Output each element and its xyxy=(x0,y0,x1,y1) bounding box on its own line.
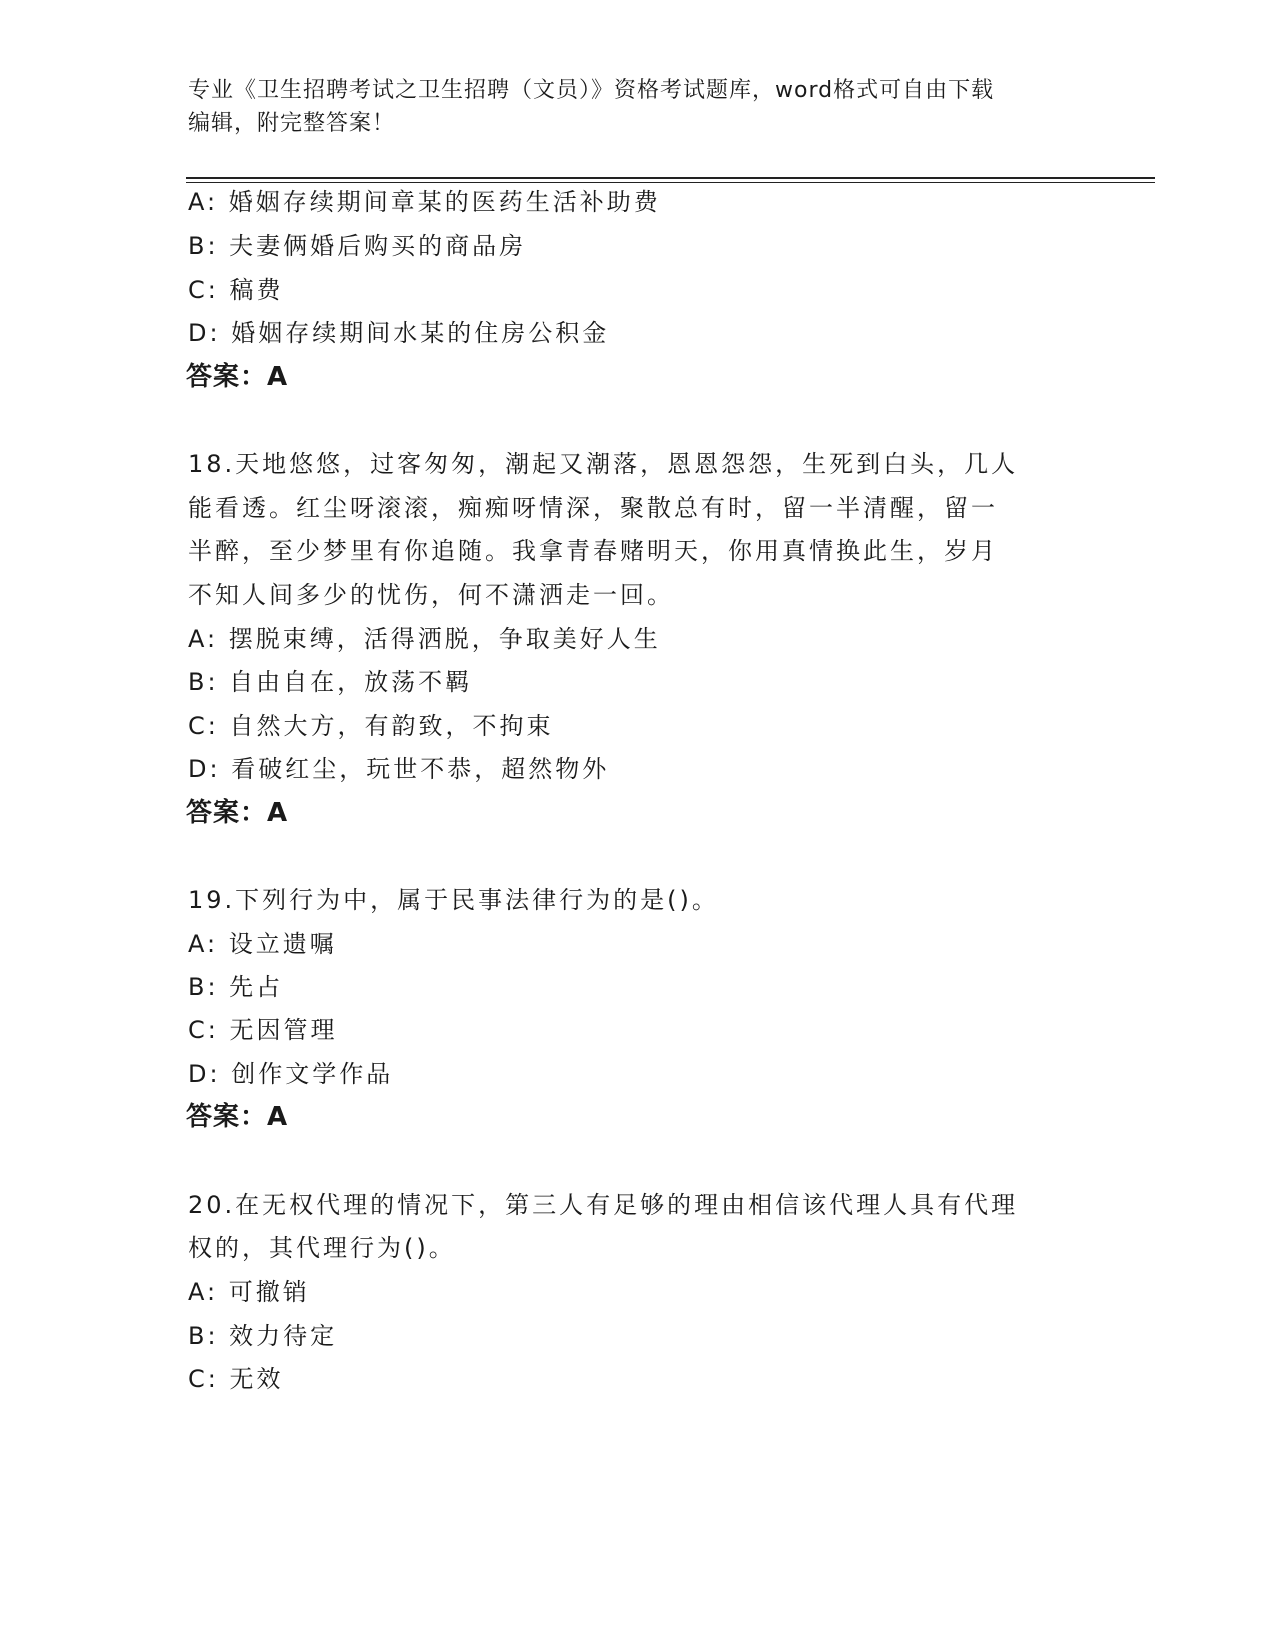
header-line-1: 专业《卫生招聘考试之卫生招聘（文员）》资格考试题库，word格式可自由下载 xyxy=(188,78,995,103)
q18-option-b: B: 自由自在，放荡不羁 xyxy=(188,668,473,696)
header-divider-thick xyxy=(186,177,1155,179)
q19-answer: 答案：A xyxy=(186,1102,289,1132)
q19-option-b: B: 先占 xyxy=(188,973,284,1001)
header-divider-thin xyxy=(186,182,1155,183)
q18-answer: 答案：A xyxy=(186,798,289,828)
q20-stem-line-1: 20.在无权代理的情况下，第三人有足够的理由相信该代理人具有代理 xyxy=(188,1191,1019,1219)
q19-option-a: A: 设立遗嘱 xyxy=(188,930,337,958)
q18-option-a: A: 摆脱束缚，活得洒脱，争取美好人生 xyxy=(188,625,661,653)
q20-option-c: C: 无效 xyxy=(188,1365,284,1393)
header-line-2: 编辑，附完整答案！ xyxy=(188,111,396,136)
q18-stem-line-1: 18.天地悠悠，过客匆匆，潮起又潮落，恩恩怨怨，生死到白头，几人 xyxy=(188,450,1019,478)
q17-option-d: D: 婚姻存续期间水某的住房公积金 xyxy=(188,319,610,347)
q19-option-d: D: 创作文学作品 xyxy=(188,1060,394,1088)
q18-stem-line-2: 能看透。红尘呀滚滚，痴痴呀情深，聚散总有时，留一半清醒，留一 xyxy=(188,494,998,522)
q20-option-b: B: 效力待定 xyxy=(188,1322,338,1350)
q17-option-c: C: 稿费 xyxy=(188,276,284,304)
q18-option-c: C: 自然大方，有韵致，不拘束 xyxy=(188,712,554,740)
q20-stem-line-2: 权的，其代理行为()。 xyxy=(188,1234,456,1262)
q17-answer: 答案：A xyxy=(186,362,289,392)
q20-option-a: A: 可撤销 xyxy=(188,1278,310,1306)
q18-stem-line-3: 半醉，至少梦里有你追随。我拿青春赌明天，你用真情换此生，岁月 xyxy=(188,537,998,565)
q19-option-c: C: 无因管理 xyxy=(188,1016,338,1044)
q17-option-b: B: 夫妻俩婚后购买的商品房 xyxy=(188,232,527,260)
q18-option-d: D: 看破红尘，玩世不恭，超然物外 xyxy=(188,755,610,783)
q19-stem-line-1: 19.下列行为中，属于民事法律行为的是()。 xyxy=(188,886,719,914)
q17-option-a: A: 婚姻存续期间章某的医药生活补助费 xyxy=(188,188,661,216)
q18-stem-line-4: 不知人间多少的忧伤，何不潇洒走一回。 xyxy=(188,581,674,609)
document-header xyxy=(188,74,1088,140)
